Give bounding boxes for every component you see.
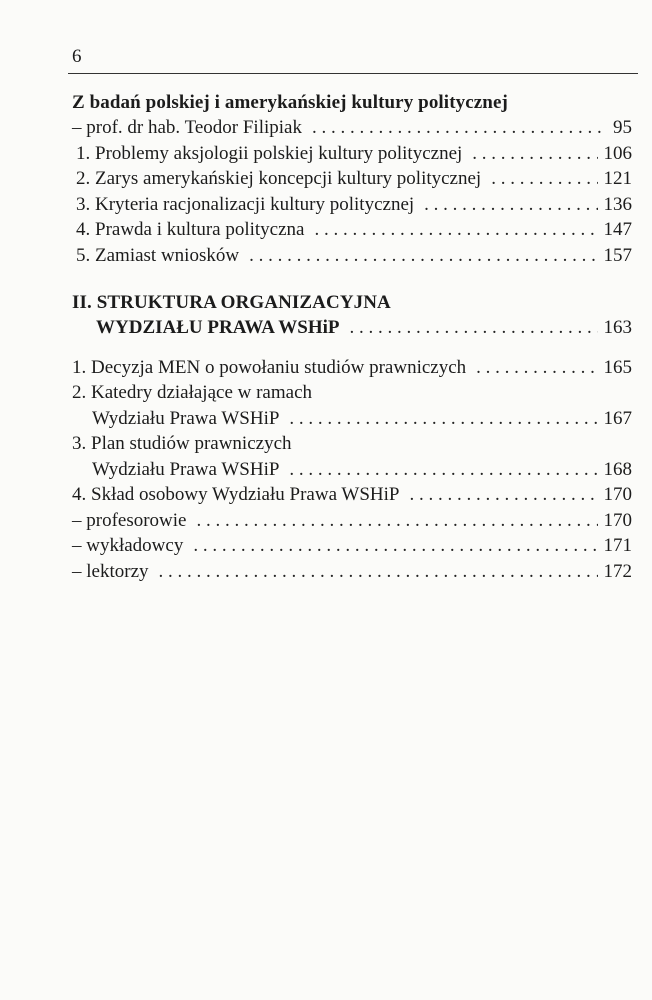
- entry-page: 95: [613, 117, 632, 138]
- entry-page: 172: [603, 560, 632, 582]
- dot-leader: [409, 482, 597, 508]
- dot-leader: [424, 192, 597, 218]
- toc-entry: [72, 243, 632, 269]
- entry-label: – prof. dr hab. Teodor Filipiak: [72, 117, 302, 138]
- entry-page: 168: [603, 458, 632, 480]
- entry-page: 121: [603, 168, 632, 189]
- entry-label: 1. Decyzja MEN o powołaniu studiów prawniczych: [72, 356, 467, 378]
- toc-subentry: [72, 559, 632, 585]
- entry-page: 170: [603, 509, 632, 531]
- dot-leader: [312, 115, 607, 141]
- entry-page: 157: [603, 244, 632, 266]
- page-number: 6: [72, 46, 82, 67]
- entry-label: 4. Skład osobowy Wydziału Prawa WSHiP: [72, 484, 400, 505]
- entry-label: 1. Problemy aksjologii polskiej kultury politycznej: [76, 142, 463, 164]
- toc-entry: [72, 166, 632, 192]
- dot-leader: [289, 406, 597, 432]
- dot-leader: [314, 217, 597, 243]
- entry-page: 170: [603, 484, 632, 505]
- toc-entry: [72, 482, 632, 508]
- entry-label: 4. Prawda i kultura polityczna: [76, 219, 305, 240]
- entry-label: – wykładowcy: [72, 535, 184, 556]
- entry-label: – lektorzy: [72, 560, 149, 582]
- dot-leader: [197, 508, 598, 534]
- entry-label: – profesorowie: [72, 509, 187, 531]
- dot-leader: [289, 457, 597, 483]
- dot-leader: [472, 141, 597, 167]
- toc-subentry: [72, 508, 632, 534]
- entry-label: Wydziału Prawa WSHiP: [92, 407, 280, 429]
- entry-page: 106: [603, 142, 632, 164]
- table-of-contents: [72, 90, 632, 584]
- toc-entry: [72, 192, 632, 218]
- toc-entry: [72, 406, 632, 432]
- entry-page: 165: [603, 356, 632, 378]
- entry-page: 171: [603, 535, 632, 556]
- section-title: Z badań polskiej i amerykańskiej kultury politycznej: [72, 92, 508, 113]
- entry-label: 3. Kryteria racjonalizacji kultury politycznej: [76, 193, 415, 215]
- toc-entry: [72, 141, 632, 167]
- toc-entry: [72, 217, 632, 243]
- section-title-entry: [72, 315, 632, 341]
- toc-subentry: [72, 533, 632, 559]
- dot-leader: [476, 355, 597, 381]
- toc-entry: [72, 355, 632, 381]
- entry-page: 147: [603, 219, 632, 240]
- entry-label: 2. Zarys amerykańskiej koncepcji kultury politycznej: [76, 168, 482, 189]
- entry-page: 167: [603, 407, 632, 429]
- entry-label: 3. Plan studiów prawniczych: [72, 433, 292, 454]
- entry-label: WYDZIAŁU PRAWA WSHiP: [96, 317, 340, 338]
- entry-page: 136: [603, 193, 632, 215]
- toc-entry: [72, 457, 632, 483]
- toc-entry-author: [72, 115, 632, 141]
- header-rule: [68, 73, 638, 74]
- dot-leader: [491, 166, 597, 192]
- entry-label: 5. Zamiast wniosków: [76, 244, 240, 266]
- toc-entry-line1: [72, 431, 632, 457]
- section-title: II. STRUKTURA ORGANIZACYJNA: [72, 292, 391, 313]
- entry-label: 2. Katedry działające w ramach: [72, 382, 313, 403]
- entry-label: Wydziału Prawa WSHiP: [92, 458, 280, 480]
- dot-leader: [159, 559, 598, 585]
- toc-entry-line1: [72, 380, 632, 406]
- dot-leader: [249, 243, 597, 269]
- entry-page: 163: [603, 317, 632, 338]
- dot-leader: [350, 315, 598, 341]
- dot-leader: [193, 533, 597, 559]
